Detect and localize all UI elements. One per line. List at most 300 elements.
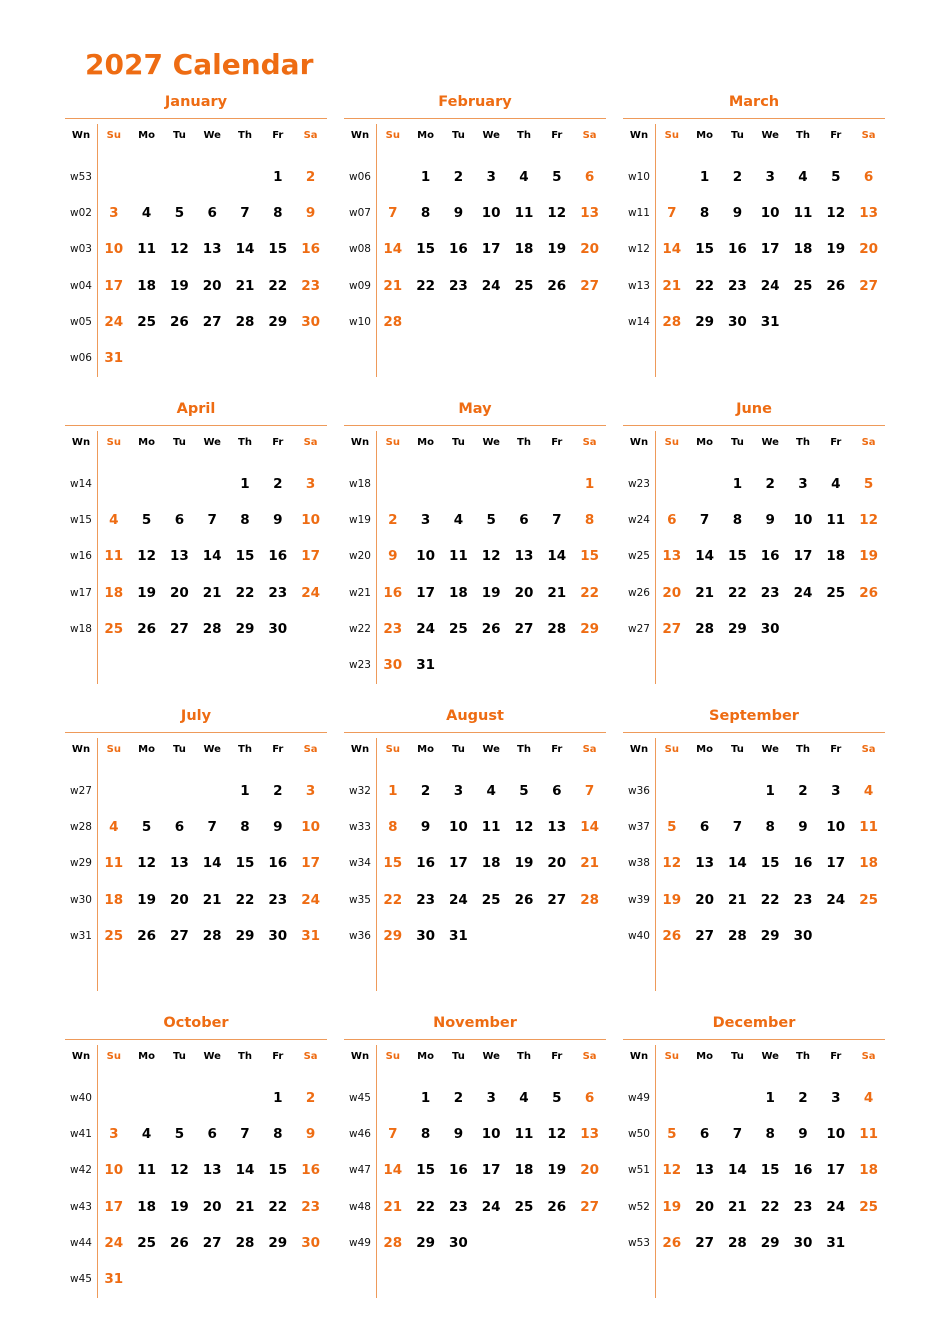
day-cell: 31 <box>104 350 124 366</box>
week-number: w34 <box>349 857 371 870</box>
day-cell: 6 <box>207 1126 217 1143</box>
day-cell: 11 <box>448 548 468 565</box>
week-number: w08 <box>349 243 371 256</box>
day-cell: 1 <box>388 783 398 799</box>
day-cell: 9 <box>305 205 316 222</box>
header-rule <box>344 732 606 733</box>
day-cell: 22 <box>268 1198 288 1215</box>
day-cell: 24 <box>760 277 780 294</box>
day-cell: 27 <box>169 927 189 944</box>
day-cell: 31 <box>826 1234 846 1251</box>
day-cell: 5 <box>863 476 874 492</box>
day-cell: 18 <box>448 584 468 601</box>
day-cell: 30 <box>448 1234 468 1251</box>
weekday-header: Sa <box>861 437 876 448</box>
day-cell: 9 <box>798 1126 808 1143</box>
page-title: 2027 Calendar <box>85 48 314 81</box>
day-cell: 11 <box>793 205 813 222</box>
day-cell: 16 <box>727 241 747 258</box>
header-rule <box>65 732 327 733</box>
day-cell: 3 <box>486 169 496 185</box>
week-number: w17 <box>70 586 92 599</box>
week-number: w40 <box>628 929 650 942</box>
day-cell: 12 <box>826 205 846 222</box>
day-cell: 25 <box>137 1234 156 1251</box>
week-number: w06 <box>70 352 92 364</box>
day-cell: 4 <box>831 476 841 492</box>
weekday-header: Tu <box>730 437 744 448</box>
day-cell: 15 <box>416 241 435 258</box>
day-cell: 5 <box>486 512 496 529</box>
day-cell: 21 <box>727 1198 747 1215</box>
weekday-header: We <box>203 437 221 448</box>
weekday-header: Su <box>664 1051 679 1062</box>
day-cell: 14 <box>580 819 599 836</box>
day-cell: 25 <box>104 620 124 637</box>
month-name: December <box>712 1015 796 1031</box>
weekday-header: Su <box>106 1051 121 1062</box>
week-number: w03 <box>70 243 92 256</box>
day-cell: 6 <box>699 1126 710 1143</box>
weekday-header: Wn <box>350 744 370 755</box>
day-cell: 12 <box>547 1126 567 1143</box>
day-cell: 12 <box>662 1162 682 1179</box>
month-december <box>623 1015 885 1304</box>
weekday-header: Su <box>385 1051 400 1062</box>
day-cell: 21 <box>383 277 403 294</box>
day-cell: 8 <box>732 512 743 529</box>
day-cell: 2 <box>388 512 398 529</box>
day-cell: 18 <box>793 241 813 258</box>
month-june <box>623 401 885 690</box>
day-cell: 26 <box>169 313 189 330</box>
day-cell: 22 <box>580 584 599 601</box>
day-cell: 16 <box>301 241 320 258</box>
day-cell: 7 <box>388 205 398 222</box>
day-cell: 18 <box>514 241 534 258</box>
day-cell: 15 <box>580 548 599 565</box>
weekday-header: Tu <box>451 744 465 755</box>
day-cell: 5 <box>552 169 562 185</box>
day-cell: 16 <box>793 1162 813 1179</box>
day-cell: 8 <box>765 819 775 836</box>
week-number: w50 <box>628 1128 650 1141</box>
day-cell: 19 <box>826 241 846 258</box>
day-cell: 24 <box>301 584 320 601</box>
day-cell: 23 <box>383 620 403 637</box>
weekday-header: Mo <box>696 130 713 141</box>
month-name: March <box>728 94 780 110</box>
day-cell: 19 <box>547 241 567 258</box>
day-cell: 28 <box>727 1234 747 1251</box>
day-cell: 28 <box>547 620 567 637</box>
day-cell: 2 <box>305 169 316 185</box>
day-cell: 28 <box>383 313 403 330</box>
day-cell: 22 <box>760 891 780 908</box>
day-cell: 27 <box>662 620 682 637</box>
day-cell: 6 <box>207 205 217 222</box>
day-cell: 21 <box>547 584 567 601</box>
day-cell: 17 <box>448 855 468 872</box>
day-cell: 6 <box>174 819 185 836</box>
day-cell: 14 <box>235 241 255 258</box>
day-cell: 21 <box>695 584 714 601</box>
day-cell: 22 <box>760 1198 780 1215</box>
day-cell: 7 <box>584 783 595 799</box>
month-name: June <box>736 401 772 417</box>
weekday-header: Tu <box>451 437 465 448</box>
month-name: August <box>446 708 504 724</box>
day-cell: 14 <box>383 241 403 258</box>
day-cell: 10 <box>416 548 435 565</box>
day-cell: 29 <box>416 1234 435 1251</box>
weekday-header: Wn <box>71 437 91 448</box>
week-number: w09 <box>349 279 371 292</box>
day-cell: 5 <box>552 1090 562 1106</box>
day-cell: 28 <box>235 1234 255 1251</box>
day-cell: 15 <box>416 1162 435 1179</box>
day-cell: 4 <box>519 169 529 185</box>
day-cell: 3 <box>831 1090 841 1106</box>
day-cell: 19 <box>547 1162 567 1179</box>
day-cell: 15 <box>760 855 780 872</box>
day-cell: 27 <box>514 620 534 637</box>
day-cell: 20 <box>202 277 222 294</box>
weekday-header: Fr <box>830 744 842 755</box>
day-cell: 4 <box>863 1090 874 1106</box>
day-cell: 29 <box>235 927 255 944</box>
weekday-header: Sa <box>582 130 597 141</box>
day-cell: 26 <box>859 584 878 601</box>
day-cell: 15 <box>235 548 255 565</box>
weekday-header: Th <box>517 744 531 755</box>
day-cell: 2 <box>798 1090 808 1106</box>
day-cell: 25 <box>514 1198 534 1215</box>
weekday-header: Sa <box>582 1051 597 1062</box>
day-cell: 28 <box>727 927 747 944</box>
day-cell: 14 <box>202 855 222 872</box>
day-cell: 7 <box>732 1126 743 1143</box>
week-number: w07 <box>349 207 371 220</box>
day-cell: 8 <box>240 819 250 836</box>
day-cell: 8 <box>584 512 595 529</box>
weekday-header: Su <box>664 744 679 755</box>
weekday-header: Sa <box>582 437 597 448</box>
day-cell: 29 <box>760 1234 780 1251</box>
day-cell: 9 <box>765 512 775 529</box>
weekday-header: Fr <box>551 437 563 448</box>
day-cell: 9 <box>732 205 743 222</box>
day-cell: 1 <box>765 783 775 799</box>
day-cell: 21 <box>727 891 747 908</box>
day-cell: 15 <box>695 241 714 258</box>
weekday-header: Tu <box>451 130 465 141</box>
day-cell: 19 <box>514 855 534 872</box>
weekday-header: Su <box>385 437 400 448</box>
day-cell: 22 <box>235 891 255 908</box>
day-cell: 24 <box>104 313 124 330</box>
week-number: w05 <box>70 315 92 328</box>
day-cell: 7 <box>240 205 250 222</box>
day-cell: 24 <box>826 891 846 908</box>
day-cell: 19 <box>662 891 682 908</box>
day-cell: 27 <box>202 1234 222 1251</box>
weekday-header: Mo <box>696 1051 713 1062</box>
month-may <box>344 401 606 690</box>
day-cell: 21 <box>202 584 222 601</box>
day-cell: 18 <box>826 548 846 565</box>
day-cell: 25 <box>793 277 813 294</box>
weekday-header: Tu <box>172 130 186 141</box>
day-cell: 1 <box>584 476 595 492</box>
day-cell: 17 <box>104 1198 124 1215</box>
day-cell: 10 <box>104 241 124 258</box>
weekday-header: Th <box>517 130 531 141</box>
day-cell: 23 <box>448 277 468 294</box>
day-cell: 4 <box>109 819 119 836</box>
week-number: w22 <box>349 622 371 635</box>
weekday-header: Fr <box>272 437 284 448</box>
day-cell: 28 <box>662 313 682 330</box>
month-september <box>623 708 885 997</box>
weekday-header: Mo <box>138 130 155 141</box>
header-rule <box>344 425 606 426</box>
day-cell: 23 <box>760 584 780 601</box>
weekday-header: Tu <box>730 744 744 755</box>
month-february <box>344 94 606 383</box>
weekday-header: We <box>761 437 779 448</box>
day-cell: 17 <box>301 855 320 872</box>
weekday-header: Th <box>238 437 252 448</box>
day-cell: 1 <box>420 1090 431 1106</box>
day-cell: 8 <box>699 205 710 222</box>
weekday-header: Mo <box>417 437 434 448</box>
day-cell: 22 <box>235 584 255 601</box>
day-cell: 23 <box>727 277 747 294</box>
day-cell: 31 <box>301 927 320 944</box>
day-cell: 8 <box>420 205 431 222</box>
day-cell: 3 <box>486 1090 496 1106</box>
month-name: September <box>709 708 799 724</box>
day-cell: 22 <box>727 584 747 601</box>
day-cell: 8 <box>420 1126 431 1143</box>
weekday-header: Su <box>385 130 400 141</box>
day-cell: 15 <box>268 1162 288 1179</box>
week-number: w39 <box>628 893 650 906</box>
day-cell: 1 <box>273 1090 283 1106</box>
week-number: w30 <box>70 893 92 906</box>
day-cell: 11 <box>137 241 156 258</box>
day-cell: 17 <box>793 548 813 565</box>
day-cell: 1 <box>420 169 431 185</box>
day-cell: 3 <box>109 1126 119 1143</box>
month-august <box>344 708 606 997</box>
weekday-header: Mo <box>417 744 434 755</box>
day-cell: 15 <box>235 855 255 872</box>
week-number: w45 <box>349 1092 371 1104</box>
day-cell: 14 <box>727 1162 747 1179</box>
weekday-header: Th <box>238 744 252 755</box>
day-cell: 26 <box>826 277 846 294</box>
day-cell: 5 <box>831 169 841 185</box>
day-cell: 1 <box>732 476 743 492</box>
week-number: w23 <box>628 478 650 490</box>
day-cell: 17 <box>416 584 435 601</box>
day-cell: 18 <box>859 855 878 872</box>
day-cell: 13 <box>169 548 189 565</box>
month-march <box>623 94 885 383</box>
day-cell: 28 <box>695 620 714 637</box>
day-cell: 25 <box>137 313 156 330</box>
day-cell: 27 <box>202 313 222 330</box>
day-cell: 11 <box>514 205 534 222</box>
weekday-header: Su <box>106 130 121 141</box>
weekday-header: We <box>761 1051 779 1062</box>
week-number: w41 <box>70 1128 92 1141</box>
week-number: w20 <box>349 550 371 563</box>
day-cell: 9 <box>273 819 283 836</box>
weekday-header: We <box>203 1051 221 1062</box>
weekday-header: Tu <box>451 1051 465 1062</box>
day-cell: 31 <box>448 927 468 944</box>
day-cell: 30 <box>760 620 780 637</box>
day-cell: 16 <box>268 548 288 565</box>
week-number: w44 <box>70 1236 92 1249</box>
day-cell: 2 <box>305 1090 316 1106</box>
day-cell: 10 <box>481 205 501 222</box>
weekday-header: Tu <box>172 744 186 755</box>
day-cell: 13 <box>859 205 878 222</box>
day-cell: 7 <box>699 512 710 529</box>
weekday-header: Tu <box>730 1051 744 1062</box>
day-cell: 26 <box>547 1198 567 1215</box>
weekday-header: Fr <box>551 1051 563 1062</box>
weekday-header: Th <box>238 1051 252 1062</box>
weekday-header: We <box>482 130 500 141</box>
weekday-header: Sa <box>861 1051 876 1062</box>
day-cell: 7 <box>732 819 743 836</box>
day-cell: 2 <box>273 783 283 799</box>
day-cell: 14 <box>695 548 714 565</box>
weekday-header: Wn <box>350 130 370 141</box>
month-name: October <box>163 1015 229 1031</box>
day-cell: 16 <box>383 584 403 601</box>
day-cell: 8 <box>388 819 398 836</box>
day-cell: 22 <box>416 277 435 294</box>
month-january <box>65 94 327 383</box>
day-cell: 9 <box>798 819 808 836</box>
day-cell: 2 <box>798 783 808 799</box>
day-cell: 12 <box>547 205 567 222</box>
week-number: w42 <box>70 1164 92 1177</box>
week-number: w04 <box>70 279 92 292</box>
day-cell: 7 <box>388 1126 398 1143</box>
header-rule <box>65 425 327 426</box>
week-number: w14 <box>628 315 650 328</box>
weekday-header: Wn <box>71 130 91 141</box>
day-cell: 9 <box>453 205 464 222</box>
day-cell: 19 <box>169 277 189 294</box>
week-number: w21 <box>349 586 371 599</box>
weekday-header: Sa <box>582 744 597 755</box>
weekday-header: Sa <box>303 1051 318 1062</box>
day-cell: 26 <box>137 927 156 944</box>
header-rule <box>623 118 885 119</box>
day-cell: 26 <box>662 927 682 944</box>
weekday-header: Wn <box>350 437 370 448</box>
day-cell: 27 <box>580 1198 599 1215</box>
weekday-header: We <box>482 1051 500 1062</box>
day-cell: 12 <box>169 1162 189 1179</box>
week-number: w18 <box>70 622 92 635</box>
day-cell: 20 <box>547 855 567 872</box>
day-cell: 24 <box>826 1198 846 1215</box>
day-cell: 30 <box>793 1234 813 1251</box>
day-cell: 10 <box>481 1126 501 1143</box>
day-cell: 10 <box>826 819 846 836</box>
weekday-header: Wn <box>629 437 649 448</box>
week-number: w16 <box>70 550 92 563</box>
week-number: w27 <box>70 785 92 797</box>
day-cell: 18 <box>859 1162 878 1179</box>
day-cell: 8 <box>765 1126 775 1143</box>
day-cell: 3 <box>109 205 119 222</box>
day-cell: 13 <box>662 548 682 565</box>
day-cell: 18 <box>137 1198 156 1215</box>
day-cell: 30 <box>416 927 435 944</box>
week-number: w18 <box>349 478 371 490</box>
day-cell: 12 <box>169 241 189 258</box>
day-cell: 6 <box>667 512 677 529</box>
day-cell: 12 <box>137 548 156 565</box>
day-cell: 24 <box>104 1234 124 1251</box>
day-cell: 13 <box>202 1162 222 1179</box>
day-cell: 18 <box>137 277 156 294</box>
day-cell: 11 <box>104 855 124 872</box>
day-cell: 24 <box>481 277 501 294</box>
weekday-header: Wn <box>71 744 91 755</box>
day-cell: 20 <box>169 584 189 601</box>
weekday-header: Fr <box>830 1051 842 1062</box>
week-number: w10 <box>349 315 371 328</box>
weekday-header: Wn <box>71 1051 91 1062</box>
day-cell: 9 <box>420 819 431 836</box>
weekday-header: Tu <box>730 130 744 141</box>
week-number: w52 <box>628 1200 650 1213</box>
month-april <box>65 401 327 690</box>
day-cell: 1 <box>699 169 710 185</box>
day-cell: 16 <box>301 1162 320 1179</box>
day-cell: 10 <box>104 1162 124 1179</box>
day-cell: 14 <box>383 1162 403 1179</box>
day-cell: 13 <box>695 855 714 872</box>
weekday-header: Th <box>796 1051 810 1062</box>
day-cell: 23 <box>268 584 288 601</box>
day-cell: 6 <box>584 1090 595 1106</box>
day-cell: 20 <box>169 891 189 908</box>
day-cell: 16 <box>448 241 468 258</box>
day-cell: 21 <box>202 891 222 908</box>
day-cell: 4 <box>141 1126 152 1143</box>
week-number: w36 <box>628 785 650 797</box>
day-cell: 5 <box>141 819 152 836</box>
weekday-header: Mo <box>417 1051 434 1062</box>
day-cell: 17 <box>301 548 320 565</box>
header-rule <box>623 732 885 733</box>
week-number: w45 <box>70 1273 92 1285</box>
day-cell: 26 <box>137 620 156 637</box>
day-cell: 6 <box>174 512 185 529</box>
